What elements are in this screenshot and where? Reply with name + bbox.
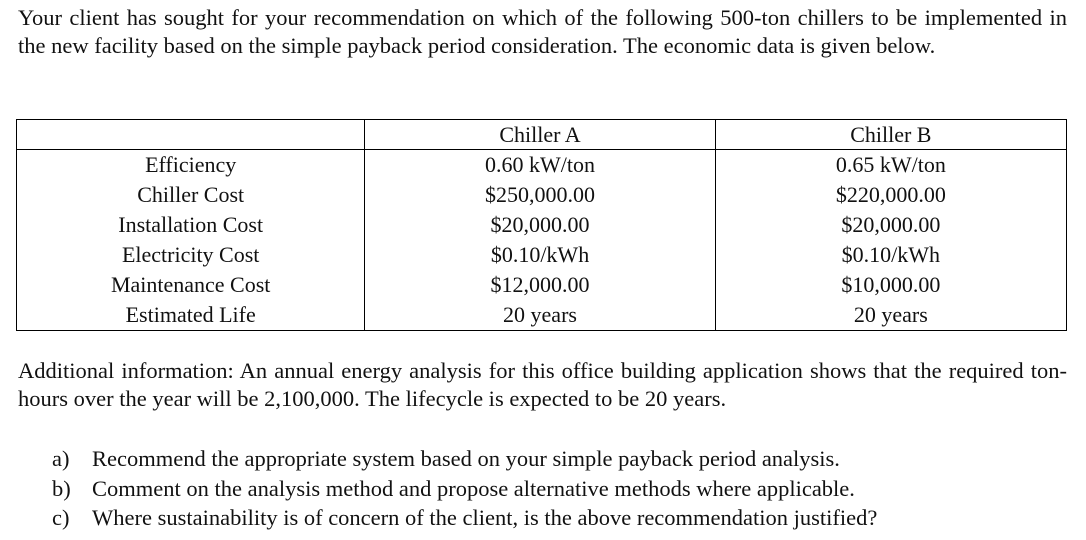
chiller-a-value: $12,000.00 <box>365 270 715 300</box>
question-marker: c) <box>52 505 70 530</box>
row-label: Installation Cost <box>17 210 365 240</box>
row-label: Chiller Cost <box>17 180 365 210</box>
chiller-a-value: 20 years <box>365 300 715 331</box>
chiller-b-value: $0.10/kWh <box>715 240 1066 270</box>
header-cell-chiller-a: Chiller A <box>365 120 715 150</box>
question-marker: b) <box>52 475 71 501</box>
row-label: Efficiency <box>17 150 365 181</box>
table-row <box>17 150 1067 181</box>
question-text: Where sustainability is of concern of the client, is the above recommendation justified? <box>92 505 878 530</box>
question-marker: a) <box>52 446 70 471</box>
row-label: Estimated Life <box>17 300 365 331</box>
question-item <box>52 503 877 533</box>
chiller-b-value: 20 years <box>715 300 1066 331</box>
chiller-a-value: $20,000.00 <box>365 210 715 240</box>
additional-information-paragraph: Additional information: An annual energy analysis for this office building application shows that the required ton-hours over the year will be 2,100,000. The lifecycle is expected to be 20 years. <box>18 358 1067 411</box>
chiller-a-value: $0.10/kWh <box>365 240 715 270</box>
intro-paragraph: Your client has sought for your recommendation on which of the following 500-ton chillers to be implemented in the new facility based on the simple payback period consideration. The economic data is given below. <box>18 5 1067 58</box>
row-label: Electricity Cost <box>17 240 365 270</box>
chiller-b-value: $10,000.00 <box>715 270 1066 300</box>
table-row <box>17 270 1067 300</box>
table-row <box>17 180 1067 210</box>
question-text: Recommend the appropriate system based on your simple payback period analysis. <box>92 446 840 471</box>
chiller-b-value: $220,000.00 <box>715 180 1066 210</box>
table-row <box>17 300 1067 331</box>
header-cell-chiller-b: Chiller B <box>715 120 1066 150</box>
header-cell-blank <box>17 120 365 150</box>
chiller-a-value: $250,000.00 <box>365 180 715 210</box>
table-row <box>17 240 1067 270</box>
chiller-a-value: 0.60 kW/ton <box>365 150 715 181</box>
economic-data-table <box>16 119 1067 331</box>
table-row <box>17 210 1067 240</box>
chiller-b-value: 0.65 kW/ton <box>715 150 1066 181</box>
chiller-b-value: $20,000.00 <box>715 210 1066 240</box>
question-text: Comment on the analysis method and propose alternative methods where applicable. <box>92 475 855 501</box>
row-label: Maintenance Cost <box>17 270 365 300</box>
table-header-row <box>17 120 1067 150</box>
question-list <box>52 444 877 533</box>
question-item <box>52 444 877 474</box>
question-item <box>52 474 877 504</box>
